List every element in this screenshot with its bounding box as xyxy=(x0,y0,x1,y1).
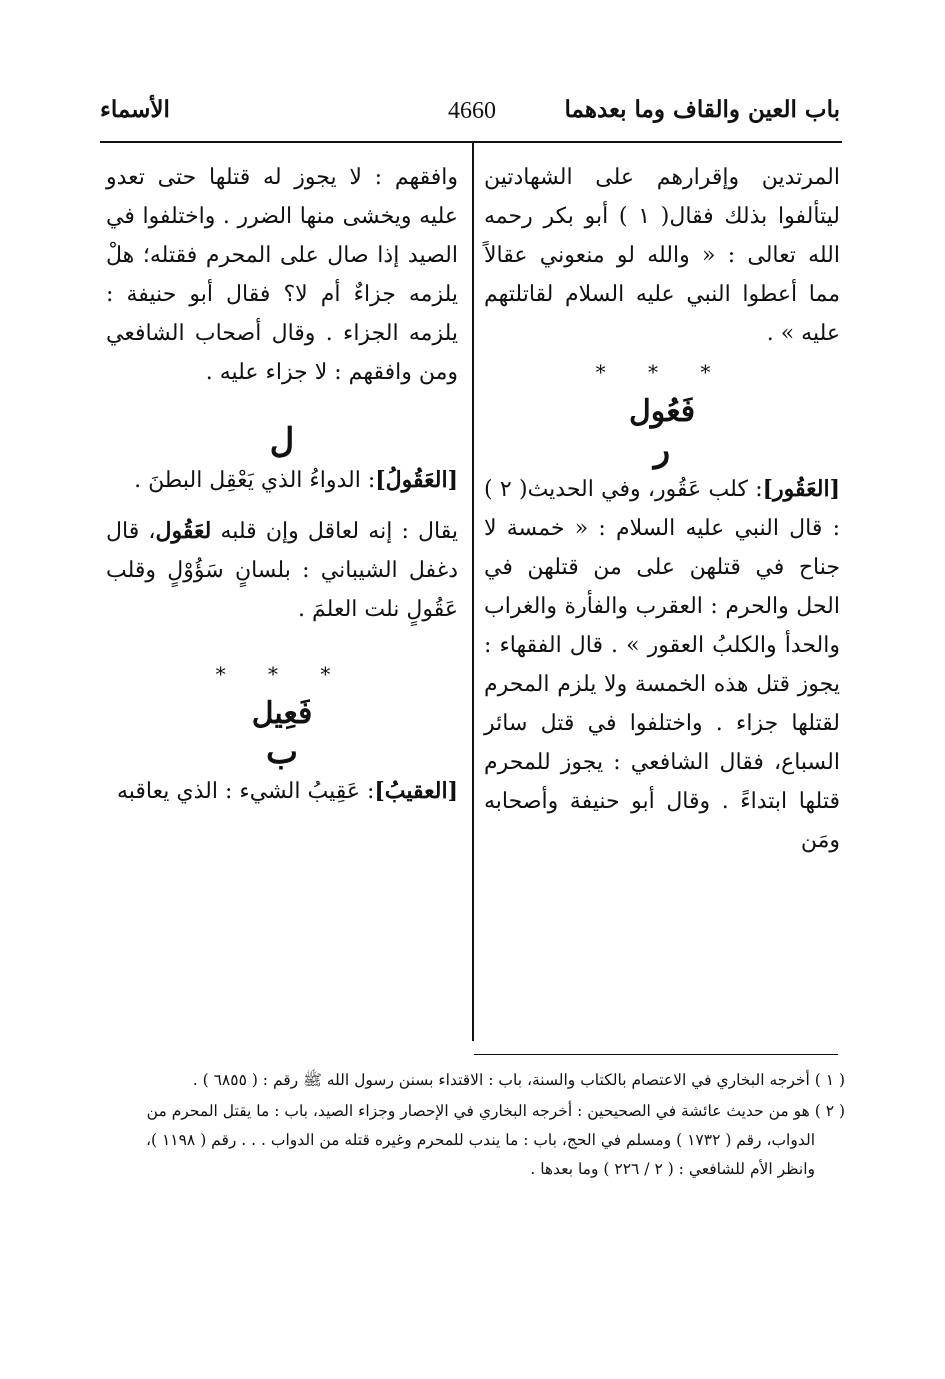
section-separator-stars: * * * xyxy=(215,662,349,686)
entry-keyword: لعَقُول xyxy=(155,518,212,544)
chapter-title: باب العين والقاف وما بعدهما xyxy=(564,96,840,123)
right-para-1: المرتدين وإقرارهم على الشهادتين ليتألفوا بذلك فقال( ١ ) أبو بكر رحمه الله تعالى : « والله لو منعوني عقالاً مما أعطوا النبي عليه السلام لقاتلتهم عليه » . xyxy=(484,165,840,346)
entry-paragraph xyxy=(484,470,840,860)
running-header xyxy=(100,96,840,136)
right-column xyxy=(484,158,840,860)
entry-headword: [العَقُولُ] xyxy=(375,467,458,493)
entry-paragraph xyxy=(106,772,458,811)
letter-heading: ل xyxy=(269,421,295,461)
column-divider xyxy=(472,143,474,1041)
footnote-2-line-2: الدواب، رقم ( ١٧٣٢ ) ومسلم في الحج، باب : ما يندب للمحرم وغيره قتله من الدواب . . . رقم ( ١١٩٨ )، xyxy=(145,1131,815,1149)
footnote-2-line-1: ( ٢ ) هو من حديث عائشة في الصحيحين : أخرجه البخاري في الإحصار وجزاء الصيد، باب : ما يقتل المحرم من xyxy=(146,1102,845,1120)
footnote-rule xyxy=(474,1054,838,1055)
entry-text: : كلب عَقُور، وفي الحديث( ٢ ) : قال النبي عليه السلام : « خمسة لا جناح في قتلهن على من قتلهن في الحل والحرم : العقرب والفأرة والغراب والحدأ والكلبُ العقور » . قال الفقهاء : يجوز قتل هذه الخمسة ولا يلزم المحرم لقتلها جزاء . واختلفوا في قتل سائر السباع، فقال الشافعي : يجوز للمحرم قتلها ابتداءً . وقال أبو حنيفة وأصحابه ومَن xyxy=(484,477,840,853)
footnote-2-line-3: وانظر الأم للشافعي : ( ٢ / ٢٢٦ ) وما بعدها . xyxy=(530,1160,815,1178)
morph-pattern-heading: فَعُول xyxy=(628,394,696,429)
section-separator-stars: * * * xyxy=(595,360,729,384)
left-para-1: وافقهم : لا يجوز له قتلها حتى تعدو عليه ويخشى منها الضرر . واختلفوا في الصيد إذا صال على المحرم فقتله؛ هلْ يلزمه جزاءٌ أم لا؟ فقال أبو حنيفة : يلزمه الجزاء . وقال أصحاب الشافعي ومن وافقهم : لا جزاء عليه . xyxy=(106,165,458,385)
entry-text: : الدواءُ الذي يَعْقِل البطنَ . xyxy=(134,468,376,493)
entry-paragraph xyxy=(106,461,458,500)
letter-heading: ر xyxy=(653,430,671,470)
entry-text: ، قال دغفل الشيباني : بلسانٍ سَؤُوْلٍ وقلب عَقُولٍ نلت العلمَ . xyxy=(106,519,458,622)
entry-text: يقال : إنه لعاقل وإن قلبه xyxy=(211,519,458,544)
entry-paragraph xyxy=(106,512,458,629)
header-rule xyxy=(100,141,842,143)
section-title: الأسماء xyxy=(100,96,170,123)
left-column xyxy=(106,158,458,811)
entry-headword: [العَقُور] xyxy=(762,476,840,502)
entry-text: : عَقِيبُ الشيء : الذي يعاقبه xyxy=(116,779,375,804)
morph-pattern-heading: فَعِيل xyxy=(251,696,313,731)
letter-heading: ب xyxy=(265,732,298,772)
footnote-1: ( ١ ) أخرجه البخاري في الاعتصام بالكتاب والسنة، باب : الاقتداء بسنن رسول الله ﷺ رقم : ( ٦٨٥٥ ) . xyxy=(192,1071,845,1089)
footnote-2 xyxy=(100,1097,845,1184)
entry-headword: [العقيبُ] xyxy=(374,778,458,804)
page-number: 4660 xyxy=(448,98,496,124)
